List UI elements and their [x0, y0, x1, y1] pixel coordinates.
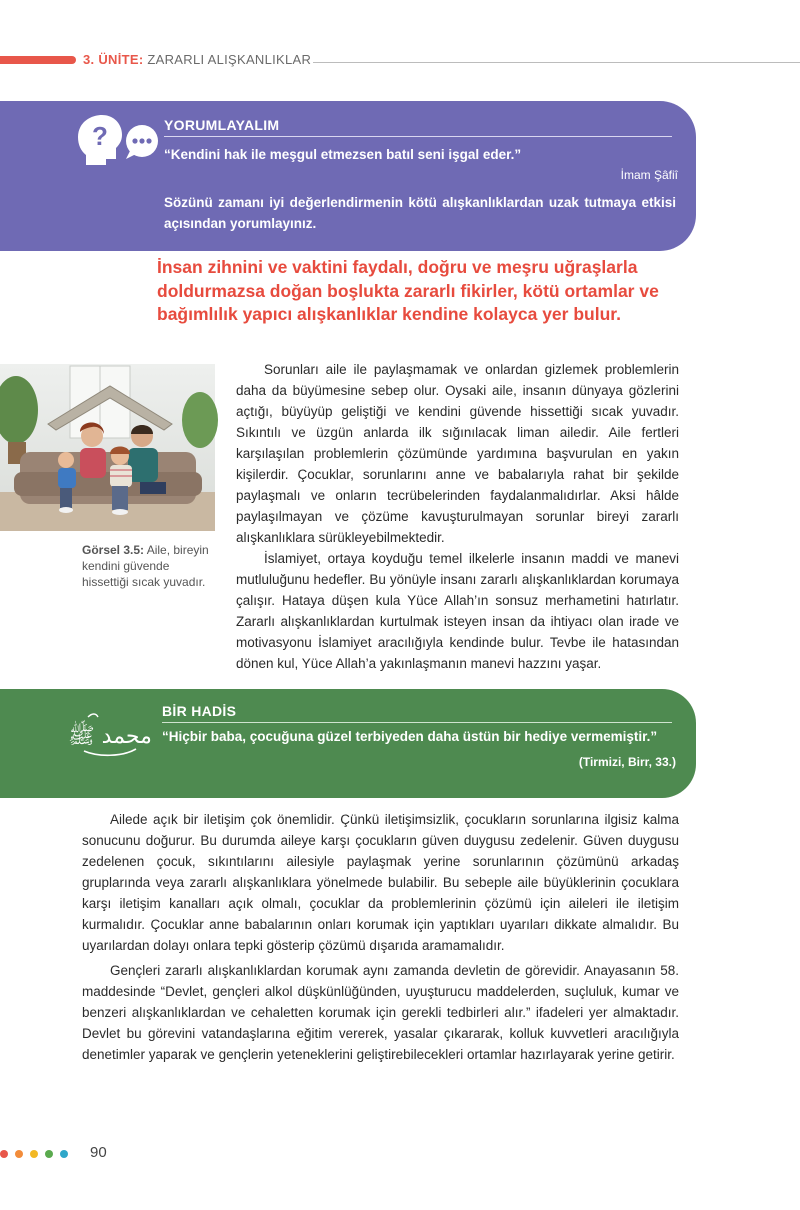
- page-number: 90: [90, 1144, 107, 1161]
- quote-author: İmam Şâfiî: [620, 168, 678, 182]
- body-text: [82, 809, 679, 1065]
- hadis-heading: BİR HADİS: [162, 703, 237, 719]
- heading-rule: [164, 136, 672, 137]
- figure-caption: [82, 542, 212, 590]
- family-photo: [0, 364, 215, 531]
- paragraph: Sorunları aile ile paylaşmamak ve onlardan gizlemek problemlerin daha da büyümesine sebep olur. Oysaki aile, insanın dünyaya gözlerini açtığı, büyüyüp geliştiği ve kendini güvende hissettiği sıcak yuvadır. Sıkıntılı ve üzgün anlarda ilk sığınılacak liman ailedir. Aile fertleri karşılaşılan problemlerin çözümünde yardımına başvurulan en yakın kişilerdir. Çocuklar, sorunlarını anne ve babalarıyla rahat bir şekilde paylaşmalı ve onların tecrübelerinden faydalanmalıdırlar. Aksi hâlde paylaşılmayan ve çözüme kavuşturulmayan sorunlar bireyi zararlı alışkanlıklara sürükleyebilmektedir.: [236, 362, 679, 545]
- column-text: [236, 359, 679, 674]
- hadis-source: (Tirmizi, Birr, 33.): [578, 755, 676, 769]
- header-accent-bar: [0, 56, 76, 64]
- unit-number: 3. ÜNİTE:: [83, 52, 144, 67]
- figure-caption-text: Aile, bireyin kendini güvende hissettiği sıcak yuvadır.: [82, 543, 209, 589]
- unit-title: ZARARLI ALIŞKANLIKLAR: [147, 52, 312, 67]
- yorumlayalim-question: Sözünü zamanı iyi değerlendirmenin kötü alışkanlıklardan uzak tutmaya etkisi açısından yorumlayınız.: [164, 195, 676, 231]
- heading-rule: [162, 722, 672, 723]
- highlight-statement: İnsan zihnini ve vaktini faydalı, doğru ve meşru uğraşlarla doldurmazsa doğan boşlukta zararlı fikirler, kötü ortamlar ve bağımlılık yapıcı alışkanlıklar kendine kolayca yer bulur.: [157, 257, 659, 324]
- thinking-head-icon: [76, 115, 162, 167]
- calligraphy-icon: [68, 705, 152, 761]
- footer-dot: [30, 1150, 38, 1158]
- paragraph: Gençleri zararlı alışkanlıklardan korumak aynı zamanda devletin de görevidir. Anayasanın 58. maddesinde “Devlet, gençleri alkol düşkünlüğünden, uyuşturucu maddelerden, suçluluk, kumar ve benzeri alışkanlıklardan ve cehaletten korumak için gerekli tedbirleri alır.” ifadeleri yer almaktadır. Devlet bu görevini vatandaşlarına eğitim vererek, yasalar çıkararak, kolluk kuvvetleri aracılığıyla denetimler yaparak ve gençlerin yeteneklerini geliştirebilecekleri ortamlar hazırlayarak yerine getirir.: [82, 963, 679, 1062]
- hadis-quote: “Hiçbir baba, çocuğuna güzel terbiyeden daha üstün bir hediye vermemiştir.”: [162, 729, 658, 744]
- hadis-box: [0, 689, 696, 798]
- header-rule: [313, 62, 800, 63]
- quote-text: “Kendini hak ile meşgul etmezsen batıl seni işgal eder.”: [164, 147, 522, 162]
- footer-dot: [15, 1150, 23, 1158]
- footer-dot: [60, 1150, 68, 1158]
- unit-header: [83, 52, 311, 67]
- yorumlayalim-heading: YORUMLAYALIM: [164, 117, 280, 133]
- figure-label: Görsel 3.5:: [82, 543, 145, 557]
- calligraphy-text: محمد ﷺ: [68, 724, 152, 749]
- paragraph: Ailede açık bir iletişim çok önemlidir. Çünkü iletişimsizlik, çocukların sorunlarına ilgisiz kalma sonucunu doğurur. Bu durumda aileye karşı çocukların güven duygusu zedelenir. Güven duygusu zedelenen çocuk, sıkıntılarını ailesiyle paylaşmak yerine sorunlarının çözümünü arkadaş gruplarında veya zararlı alışkanlıklara yönelmede bulabilir. Bu sebeple aile büyüklerinin çocuklara karşı iletişim kanalları açık olmalı, çocuklar da problemlerinin çözümü için aileleri ile iletişim kurmalıdır. Çocuklar anne babalarının onları korumak için yaptıkları uyarıları dikkate almalıdır. Bu uyarılardan dolayı onlara tepki gösterip çözümü dışarıda aramamalıdır.: [82, 812, 679, 953]
- footer-dot: [45, 1150, 53, 1158]
- paragraph: İslamiyet, ortaya koyduğu temel ilkelerle insanın maddi ve manevi mutluluğunu hedefler. Bu yönüyle insanı zararlı alışkanlıklardan korumaya çalışır. Hataya düşen kula Yüce Allah’ın sonsuz merhametini hatırlatır. Zararlı alışkanlıklardan kurtulmak isteyen insan da ihtiyacı olan irade ve motivasyonu İslamiyet aracılığıyla kendinde bulur. Tevbe ile hatasından dönen kul, Yüce Allah’a yakınlaşmanın manevi hazzını yaşar.: [236, 551, 679, 671]
- footer-dot: [0, 1150, 8, 1158]
- yorumlayalim-box: [0, 101, 696, 251]
- svg-text:?: ?: [92, 121, 108, 151]
